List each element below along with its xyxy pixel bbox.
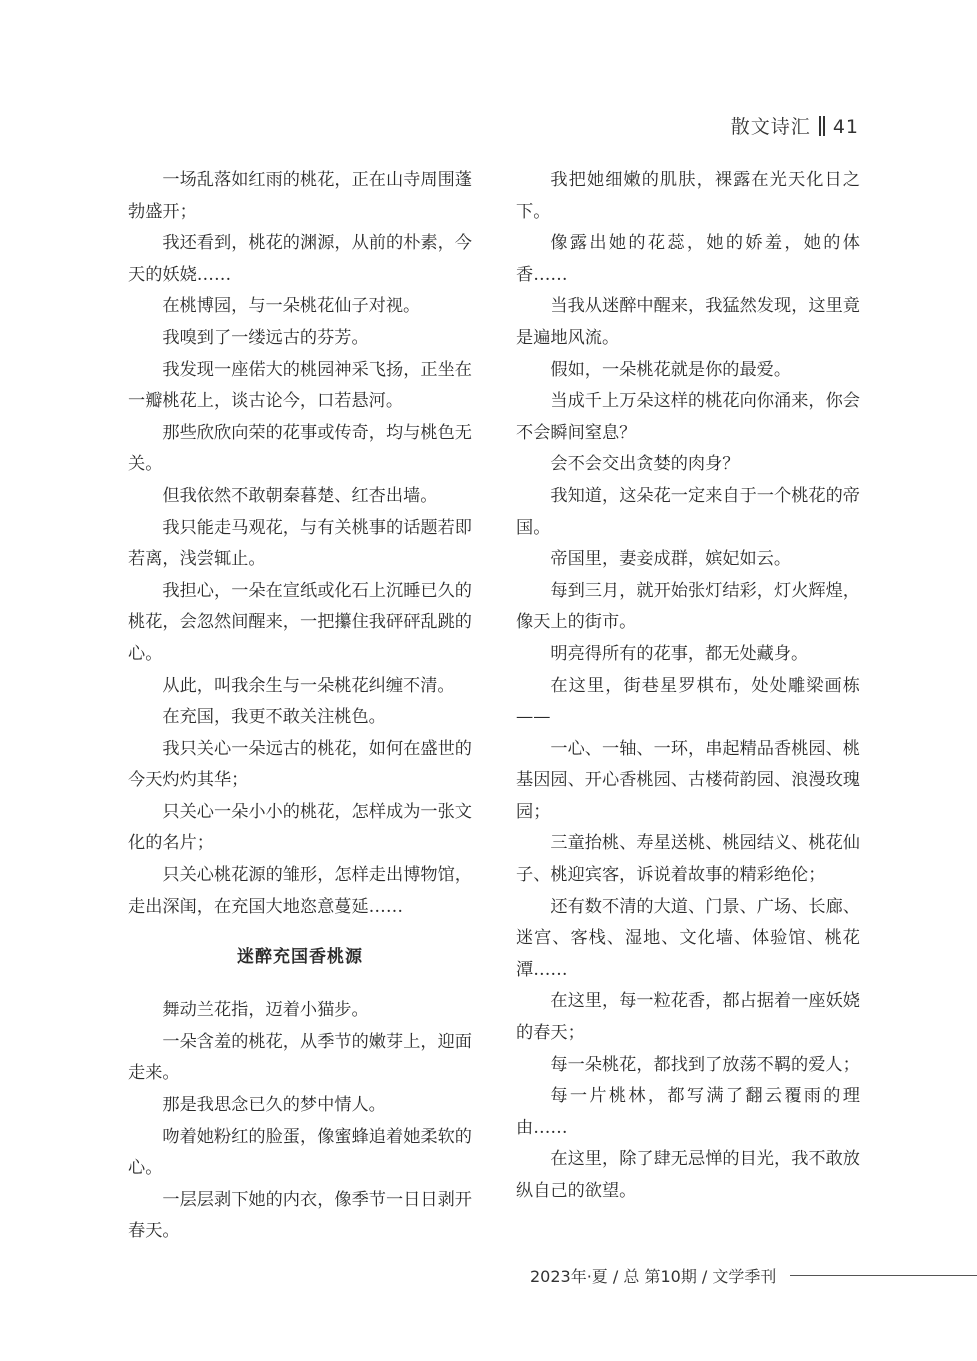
paragraph: 每一片桃林，都写满了翻云覆雨的理由……: [516, 1086, 860, 1138]
paragraph: 像露出她的花蕊，她的娇羞，她的体香……: [516, 233, 860, 285]
right-column: [516, 165, 860, 1208]
page-header: [731, 112, 859, 139]
paragraph: 还有数不清的大道、门景、广场、长廊、迷宫、客栈、湿地、文化墙、体验馆、桃花潭……: [516, 896, 860, 980]
paragraph: 但我依然不敢朝秦暮楚、红杏出墙。: [162, 485, 438, 506]
paragraph: 我知道，这朵花一定来自于一个桃花的帝国。: [516, 485, 860, 538]
paragraph: 我把她细嫩的肌肤，裸露在光天化日之下。: [516, 170, 860, 222]
paragraph: 那是我思念已久的梦中情人。: [162, 1095, 386, 1116]
header-divider: [819, 116, 825, 136]
page-number: 41: [832, 116, 859, 138]
left-column: [128, 165, 472, 1248]
paragraph: 只关心桃花源的雏形，怎样走出博物馆，走出深闺，在充国大地恣意蔓延……: [128, 865, 472, 917]
paragraph: 在桃博园，与一朵桃花仙子对视。: [162, 296, 421, 317]
paragraph: 每一朵桃花，都找到了放荡不羁的爱人；: [550, 1054, 860, 1075]
paragraph: 我只能走马观花，与有关桃事的话题若即若离，浅尝辄止。: [128, 517, 472, 570]
paragraph: 一层层剥下她的内衣，像季节一日日剥开春天。: [128, 1189, 472, 1242]
paragraph: 只关心一朵小小的桃花，怎样成为一张文化的名片；: [128, 801, 472, 854]
paragraph: 明亮得所有的花事，都无处藏身。: [550, 643, 809, 664]
paragraph: 会不会交出贪婪的肉身？: [550, 454, 740, 475]
paragraph: 三童抬桃、寿星送桃、桃园结义、桃花仙子、桃迎宾客，诉说着故事的精彩绝伦；: [516, 833, 860, 886]
left-paragraphs-after: [128, 995, 472, 1248]
paragraph: 每到三月，就开始张灯结彩，灯火辉煌，像天上的街市。: [516, 580, 860, 633]
paragraph: 在这里，除了肆无忌惮的目光，我不敢放纵自己的欲望。: [516, 1149, 860, 1201]
issue-info: 2023年·夏 / 总 第10期 / 文学季刊: [530, 1267, 777, 1286]
left-paragraphs: [128, 165, 472, 923]
paragraph: 在这里，每一粒花香，都占据着一座妖娆的春天；: [516, 991, 860, 1044]
paragraph: 一朵含羞的桃花，从季节的嫩芽上，迎面走来。: [128, 1031, 472, 1084]
paragraph: 吻着她粉红的脸蛋，像蜜蜂追着她柔软的心。: [128, 1126, 472, 1179]
paragraph: 我只关心一朵远古的桃花，如何在盛世的今天灼灼其华；: [128, 738, 472, 791]
section-title: 散文诗汇: [730, 116, 811, 138]
paragraph: 一场乱落如红雨的桃花，正在山寺周围蓬勃盛开；: [128, 170, 472, 222]
page-footer: [530, 1264, 977, 1287]
footer-rule: [790, 1275, 977, 1276]
paragraph: 在充国，我更不敢关注桃色。: [162, 707, 386, 728]
paragraph: 我发现一座偌大的桃园神采飞扬，正坐在一瓣桃花上，谈古论今，口若悬河。: [128, 359, 472, 412]
paragraph: 舞动兰花指，迈着小猫步。: [162, 1000, 369, 1021]
paragraph: 一心、一轴、一环，串起精品香桃园、桃基因园、开心香桃园、古楼荷韵园、浪漫玫瑰园；: [516, 738, 860, 822]
paragraph: 帝国里，妻妾成群，嫔妃如云。: [550, 549, 792, 570]
paragraph: 我担心，一朵在宣纸或化石上沉睡已久的桃花，会忽然间醒来，一把攥住我砰砰乱跳的心。: [128, 580, 472, 664]
paragraph: 当我从迷醉中醒来，我猛然发现，这里竟是遍地风流。: [516, 296, 860, 348]
paragraph: 假如，一朵桃花就是你的最爱。: [550, 359, 792, 380]
paragraph: 我还看到，桃花的渊源，从前的朴素，今天的妖娆……: [128, 233, 472, 285]
paragraph: 从此，叫我余生与一朵桃花纠缠不清。: [162, 675, 455, 696]
paragraph: 我嗅到了一缕远古的芬芳。: [162, 327, 369, 348]
paragraph: 那些欣欣向荣的花事或传奇，均与桃色无关。: [128, 422, 472, 475]
right-paragraphs: [516, 165, 860, 1208]
paragraph: 在这里，街巷星罗棋布，处处雕梁画栋——: [516, 675, 860, 728]
paragraph: 当成千上万朵这样的桃花向你涌来，你会不会瞬间窒息？: [516, 391, 860, 443]
section-subheading: 迷醉充国香桃源: [237, 947, 363, 968]
